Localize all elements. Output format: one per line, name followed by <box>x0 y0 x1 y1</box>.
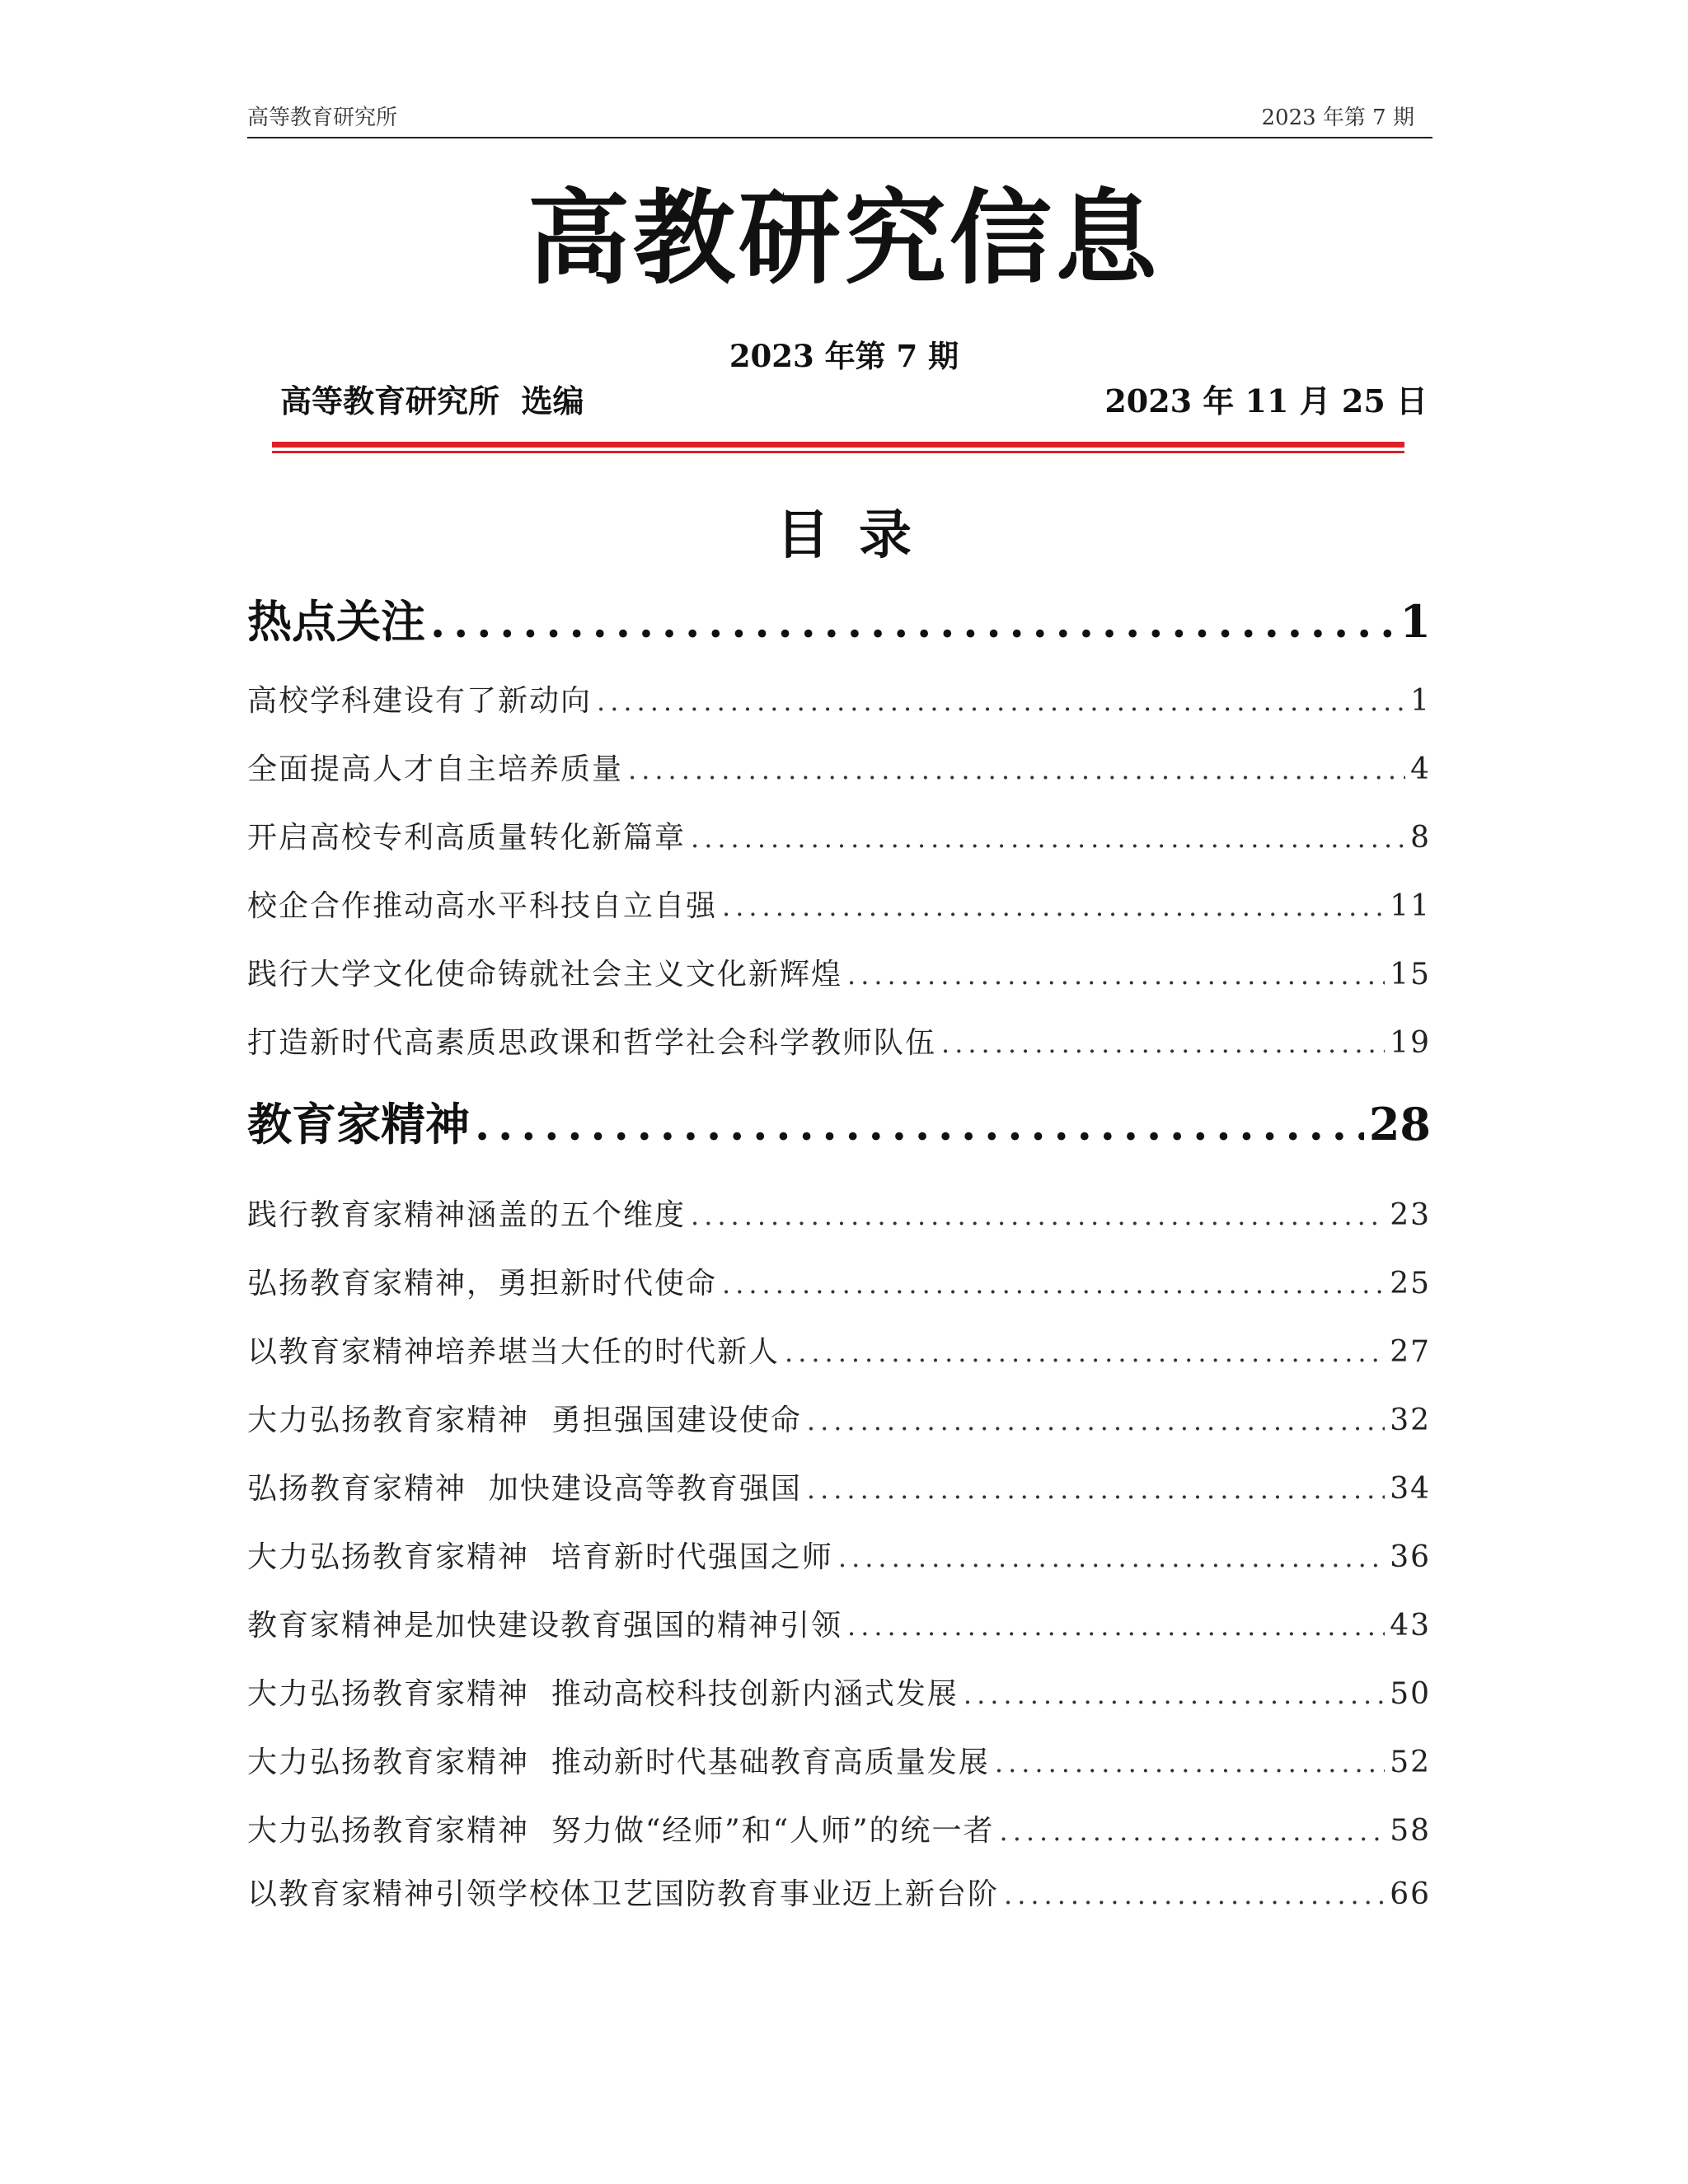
toc-item-label: 全面提高人才自主培养质量 <box>247 752 624 786</box>
toc-leader-dots <box>475 1100 1364 1151</box>
toc-item-label: 弘扬教育家精神，勇担新时代使命 <box>247 1267 718 1301</box>
running-header-left: 高等教育研究所 <box>247 105 398 130</box>
toc-leader-dots <box>628 754 1405 785</box>
toc-item[interactable] <box>247 746 1431 788</box>
toc-item-label: 践行教育家精神涵盖的五个维度 <box>247 1198 687 1232</box>
toc-item-label: 践行大学文化使命铸就社会主义文化新辉煌 <box>247 958 843 991</box>
toc-leader-dots <box>722 1268 1385 1300</box>
toc-item-label: 打造新时代高素质思政课和哲学社会科学教师队伍 <box>247 1026 937 1060</box>
toc-item-page: 43 <box>1390 1609 1431 1643</box>
toc-leader-dots <box>941 1028 1385 1059</box>
running-header <box>247 97 1432 138</box>
masthead-issue: 2023 年第 7 期 <box>729 338 959 374</box>
toc-leader-dots <box>597 686 1405 717</box>
toc-item-page: 4 <box>1410 752 1431 786</box>
toc-item-label: 以教育家精神培养堪当大任的时代新人 <box>247 1335 781 1369</box>
toc-leader-dots <box>847 1610 1385 1642</box>
toc-item-page: 8 <box>1410 821 1431 855</box>
toc-item-page: 27 <box>1390 1335 1431 1369</box>
toc-leader-dots <box>722 891 1385 922</box>
masthead-publisher: 高等教育研究所 选编 <box>280 382 584 419</box>
toc-item-label: 弘扬教育家精神 加快建设高等教育强国 <box>247 1472 802 1506</box>
toc-section[interactable] <box>247 587 1431 650</box>
toc-item-label: 大力弘扬教育家精神 勇担强国建设使命 <box>247 1404 802 1437</box>
toc-item[interactable] <box>247 1871 1431 1913</box>
toc-item-label: 开启高校专利高质量转化新篇章 <box>247 821 687 855</box>
toc-item-label: 校企合作推动高水平科技自立自强 <box>247 889 718 923</box>
toc-item[interactable] <box>247 1465 1431 1507</box>
toc-item[interactable] <box>247 1671 1431 1713</box>
toc-item[interactable] <box>247 1397 1431 1439</box>
toc-item[interactable] <box>247 1534 1431 1576</box>
toc-item-page: 34 <box>1390 1472 1431 1506</box>
masthead-date: 2023 年 11 月 25 日 <box>1104 382 1428 419</box>
toc-item-page: 19 <box>1390 1026 1431 1060</box>
toc-item-page: 25 <box>1390 1267 1431 1301</box>
toc-section-page: 28 <box>1368 1098 1431 1151</box>
toc-leader-dots <box>785 1337 1385 1368</box>
toc-leader-dots <box>995 1747 1385 1779</box>
toc-section-page: 1 <box>1400 595 1431 648</box>
toc-item[interactable] <box>247 883 1431 925</box>
toc-item-label: 以教育家精神引领学校体卫艺国防教育事业迈上新台阶 <box>247 1877 1000 1911</box>
toc-item-page: 52 <box>1390 1746 1431 1779</box>
toc-title: 目录 <box>776 504 941 566</box>
toc-item[interactable] <box>247 1192 1431 1234</box>
toc-item[interactable] <box>247 677 1431 719</box>
toc-item-page: 11 <box>1390 889 1431 923</box>
toc-leader-dots <box>807 1405 1385 1436</box>
toc-item-page: 58 <box>1390 1814 1431 1848</box>
toc-item[interactable] <box>247 814 1431 856</box>
toc-item-page: 23 <box>1390 1198 1431 1232</box>
toc-item[interactable] <box>247 951 1431 993</box>
red-divider-thin <box>272 451 1404 453</box>
toc-item-label: 大力弘扬教育家精神 推动新时代基础教育高质量发展 <box>247 1746 990 1779</box>
toc-item[interactable] <box>247 1019 1431 1062</box>
toc-leader-dots <box>1004 1879 1385 1910</box>
toc-leader-dots <box>964 1679 1385 1710</box>
toc-item[interactable] <box>247 1329 1431 1371</box>
toc-item[interactable] <box>247 1602 1431 1644</box>
toc-item[interactable] <box>247 1260 1431 1302</box>
toc-section[interactable] <box>247 1090 1431 1153</box>
toc-item-page: 50 <box>1390 1677 1431 1711</box>
toc-leader-dots <box>807 1474 1385 1505</box>
toc-leader-dots <box>430 598 1395 648</box>
toc-leader-dots <box>1000 1816 1386 1847</box>
toc-item-page: 32 <box>1390 1404 1431 1437</box>
toc-item[interactable] <box>247 1739 1431 1781</box>
toc-leader-dots <box>691 1200 1385 1231</box>
toc-item-page: 1 <box>1410 684 1431 718</box>
toc-item[interactable] <box>247 1807 1431 1849</box>
running-header-right: 2023 年第 7 期 <box>1261 105 1414 130</box>
toc-leader-dots <box>691 823 1405 854</box>
toc-section-label: 教育家精神 <box>247 1098 470 1151</box>
toc-leader-dots <box>838 1542 1385 1573</box>
toc-item-label: 教育家精神是加快建设教育强国的精神引领 <box>247 1609 843 1643</box>
toc-item-label: 大力弘扬教育家精神 培育新时代强国之师 <box>247 1540 833 1574</box>
toc-item-page: 66 <box>1390 1877 1431 1911</box>
toc-item-label: 大力弘扬教育家精神 努力做“经师”和“人师”的统一者 <box>247 1814 995 1848</box>
toc-section-label: 热点关注 <box>247 595 425 648</box>
toc-item-page: 15 <box>1390 958 1431 991</box>
toc-item-label: 高校学科建设有了新动向 <box>247 684 593 718</box>
toc-item-page: 36 <box>1390 1540 1431 1574</box>
red-divider-thick <box>272 442 1404 448</box>
masthead-title: 高教研究信息 <box>527 179 1160 298</box>
toc-leader-dots <box>847 959 1385 991</box>
toc-item-label: 大力弘扬教育家精神 推动高校科技创新内涵式发展 <box>247 1677 959 1711</box>
